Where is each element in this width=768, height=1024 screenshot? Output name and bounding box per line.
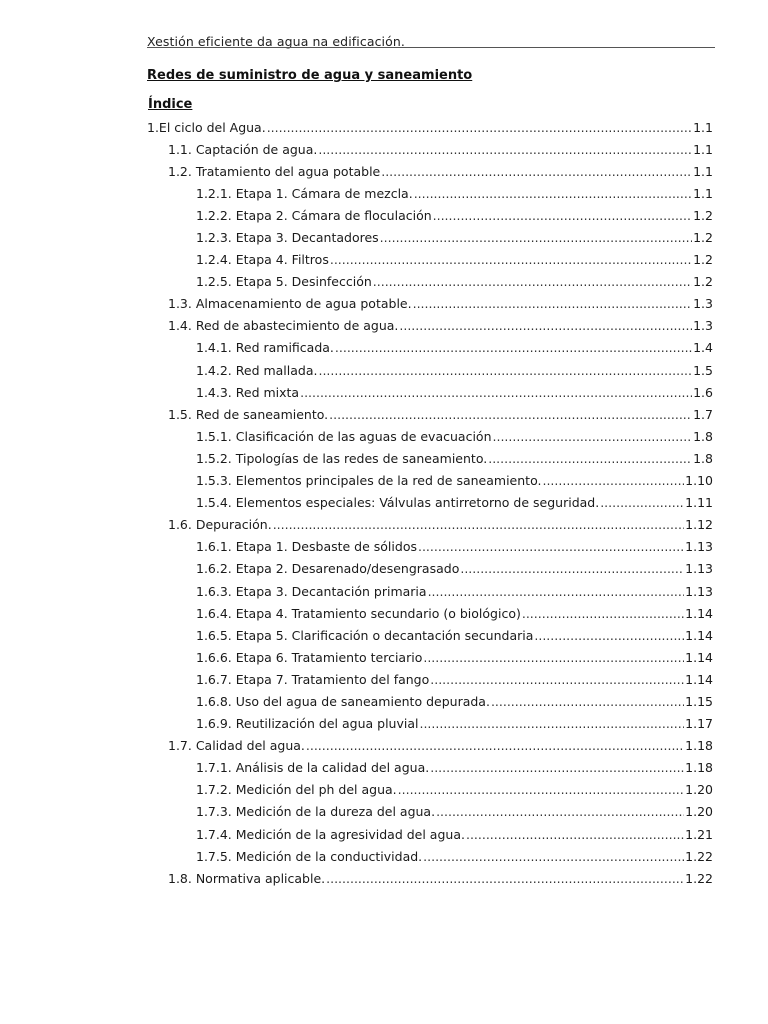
toc-page-number: 1.2 (693, 207, 713, 223)
toc-entry[interactable] (147, 249, 713, 271)
toc-page-number: 1.2 (693, 252, 713, 268)
toc-page-number: 1.1 (693, 163, 713, 179)
toc-entry-label: 1.8. Normativa aplicable. (168, 870, 326, 886)
toc-entry-label: 1.7. Calidad del agua. (168, 738, 305, 754)
toc-entry[interactable] (147, 801, 713, 823)
table-of-contents (147, 116, 713, 889)
toc-entry[interactable] (147, 668, 713, 690)
toc-page-number: 1.7 (693, 406, 713, 422)
toc-entry-label: 1.4.3. Red mixta (196, 384, 300, 400)
toc-page-number: 1.20 (685, 804, 713, 820)
toc-entry-label: 1.5.2. Tipologías de las redes de saneamiento. (196, 450, 488, 466)
toc-entry-label: 1.4.2. Red mallada. (196, 362, 318, 378)
toc-entry[interactable] (147, 580, 713, 602)
toc-dot-leader (399, 318, 692, 333)
toc-page-number: 1.1 (693, 119, 713, 135)
toc-page-number: 1.22 (685, 848, 713, 864)
toc-entry-label: 1.2.1. Etapa 1. Cámara de mezcla. (196, 185, 413, 201)
toc-page-number: 1.18 (685, 738, 713, 754)
toc-dot-leader (418, 539, 684, 554)
toc-entry[interactable] (147, 602, 713, 624)
toc-entry[interactable] (147, 315, 713, 337)
toc-dot-leader (430, 672, 684, 687)
toc-dot-leader (419, 716, 684, 731)
toc-page-number: 1.1 (693, 185, 713, 201)
toc-entry[interactable] (147, 845, 713, 867)
toc-entry-label: 1.2.4. Etapa 4. Filtros (196, 252, 329, 268)
toc-page-number: 1.3 (693, 296, 713, 312)
toc-dot-leader (491, 694, 684, 709)
toc-entry-label: 1.2.3. Etapa 3. Decantadores (196, 230, 379, 246)
toc-dot-leader (273, 517, 684, 532)
toc-dot-leader (329, 407, 692, 422)
toc-entry[interactable] (147, 823, 713, 845)
toc-entry-label: 1.4. Red de abastecimiento de agua. (168, 318, 399, 334)
toc-page-number: 1.20 (685, 782, 713, 798)
toc-dot-leader (460, 561, 684, 576)
toc-dot-leader (522, 606, 684, 621)
toc-page-number: 1.21 (685, 826, 713, 842)
toc-page-number: 1.4 (693, 340, 713, 356)
toc-dot-leader (423, 650, 684, 665)
toc-page-number: 1.13 (685, 539, 713, 555)
toc-dot-leader (330, 252, 692, 267)
toc-dot-leader (430, 760, 684, 775)
toc-dot-leader (423, 849, 684, 864)
toc-dot-leader (300, 385, 692, 400)
toc-entry[interactable] (147, 425, 713, 447)
toc-entry-label: 1.7.4. Medición de la agresividad del agua. (196, 826, 465, 842)
toc-dot-leader (493, 429, 693, 444)
toc-heading: Índice (148, 97, 193, 112)
toc-page-number: 1.10 (685, 473, 713, 489)
toc-page-number: 1.1 (693, 141, 713, 157)
header-divider (147, 47, 715, 48)
toc-entry[interactable] (147, 492, 713, 514)
toc-entry[interactable] (147, 160, 713, 182)
toc-dot-leader (373, 274, 692, 289)
toc-entry[interactable] (147, 646, 713, 668)
toc-dot-leader (318, 363, 692, 378)
toc-entry[interactable] (147, 690, 713, 712)
toc-page-number: 1.22 (685, 870, 713, 886)
toc-dot-leader (267, 120, 692, 135)
toc-entry[interactable] (147, 867, 713, 889)
toc-entry[interactable] (147, 337, 713, 359)
toc-entry[interactable] (147, 536, 713, 558)
toc-entry-label: 1.5.4. Elementos especiales: Válvulas antirretorno de seguridad. (196, 495, 600, 511)
toc-entry[interactable] (147, 403, 713, 425)
toc-dot-leader (436, 804, 684, 819)
toc-entry-label: 1.6.4. Etapa 4. Tratamiento secundario (o biológico) (196, 605, 521, 621)
toc-entry-label: 1.5.1. Clasificación de las aguas de evacuación (196, 428, 492, 444)
toc-entry[interactable] (147, 116, 713, 138)
toc-entry-label: 1.6.7. Etapa 7. Tratamiento del fango (196, 671, 430, 687)
toc-page-number: 1.8 (693, 450, 713, 466)
toc-entry[interactable] (147, 359, 713, 381)
toc-page-number: 1.17 (685, 716, 713, 732)
toc-page-number: 1.2 (693, 274, 713, 290)
toc-entry-label: 1.3. Almacenamiento de agua potable. (168, 296, 412, 312)
toc-dot-leader (542, 473, 684, 488)
toc-entry-label: 1.7.2. Medición del ph del agua. (196, 782, 397, 798)
toc-page-number: 1.5 (693, 362, 713, 378)
toc-entry-label: 1.6.5. Etapa 5. Clarificación o decantación secundaria (196, 627, 534, 643)
toc-entry-label: 1.2.5. Etapa 5. Desinfección (196, 274, 372, 290)
toc-entry-label: 1.2. Tratamiento del agua potable (168, 163, 381, 179)
toc-dot-leader (433, 208, 692, 223)
toc-entry-label: 1.6.2. Etapa 2. Desarenado/desengrasado (196, 561, 460, 577)
toc-dot-leader (414, 186, 692, 201)
toc-entry[interactable] (147, 293, 713, 315)
toc-entry[interactable] (147, 271, 713, 293)
toc-page-number: 1.12 (685, 517, 713, 533)
toc-dot-leader (306, 738, 684, 753)
toc-entry[interactable] (147, 447, 713, 469)
toc-entry-label: 1.4.1. Red ramificada. (196, 340, 334, 356)
toc-dot-leader (413, 296, 693, 311)
toc-page-number: 1.11 (685, 495, 713, 511)
toc-page-number: 1.13 (685, 583, 713, 599)
toc-entry-label: 1.7.3. Medición de la dureza del agua. (196, 804, 436, 820)
toc-page-number: 1.8 (693, 428, 713, 444)
toc-entry[interactable] (147, 713, 713, 735)
toc-entry-label: 1.6.1. Etapa 1. Desbaste de sólidos (196, 539, 417, 555)
toc-page-number: 1.18 (685, 760, 713, 776)
running-header: Xestión eficiente da agua na edificación. (147, 34, 405, 49)
toc-page-number: 1.14 (685, 671, 713, 687)
toc-entry[interactable] (147, 182, 713, 204)
toc-dot-leader (428, 584, 685, 599)
toc-dot-leader (318, 142, 692, 157)
toc-entry[interactable] (147, 514, 713, 536)
toc-dot-leader (381, 164, 692, 179)
toc-page-number: 1.3 (693, 318, 713, 334)
toc-dot-leader (335, 340, 692, 355)
toc-page-number: 1.13 (685, 561, 713, 577)
toc-entry[interactable] (147, 470, 713, 492)
toc-entry-label: 1.2.2. Etapa 2. Cámara de floculación (196, 207, 432, 223)
toc-page-number: 1.2 (693, 230, 713, 246)
toc-dot-leader (398, 782, 685, 797)
toc-entry[interactable] (147, 779, 713, 801)
toc-dot-leader (466, 827, 684, 842)
toc-entry[interactable] (147, 204, 713, 226)
toc-entry-label: 1.7.1. Análisis de la calidad del agua. (196, 760, 430, 776)
toc-entry-label: 1.6.3. Etapa 3. Decantación primaria (196, 583, 427, 599)
toc-page-number: 1.14 (685, 627, 713, 643)
toc-dot-leader (488, 451, 692, 466)
toc-entry-label: 1.6. Depuración. (168, 517, 272, 533)
toc-entry[interactable] (147, 735, 713, 757)
toc-page-number: 1.14 (685, 605, 713, 621)
toc-entry[interactable] (147, 624, 713, 646)
toc-dot-leader (380, 230, 692, 245)
toc-page-number: 1.14 (685, 649, 713, 665)
toc-entry-label: 1.El ciclo del Agua. (147, 119, 266, 135)
toc-entry-label: 1.6.8. Uso del agua de saneamiento depurada. (196, 693, 490, 709)
toc-entry[interactable] (147, 381, 713, 403)
toc-entry[interactable] (147, 226, 713, 248)
toc-entry[interactable] (147, 558, 713, 580)
toc-entry[interactable] (147, 757, 713, 779)
toc-dot-leader (326, 871, 684, 886)
toc-entry-label: 1.5.3. Elementos principales de la red de saneamiento. (196, 473, 542, 489)
toc-entry[interactable] (147, 138, 713, 160)
toc-entry-label: 1.6.6. Etapa 6. Tratamiento terciario (196, 649, 423, 665)
toc-entry-label: 1.1. Captación de agua. (168, 141, 318, 157)
toc-page-number: 1.15 (685, 693, 713, 709)
toc-entry-label: 1.5. Red de saneamiento. (168, 406, 329, 422)
toc-dot-leader (600, 495, 684, 510)
toc-entry-label: 1.7.5. Medición de la conductividad. (196, 848, 423, 864)
document-title: Redes de suministro de agua y saneamiento (147, 68, 473, 83)
toc-dot-leader (534, 628, 684, 643)
toc-entry-label: 1.6.9. Reutilización del agua pluvial (196, 716, 419, 732)
toc-page-number: 1.6 (693, 384, 713, 400)
